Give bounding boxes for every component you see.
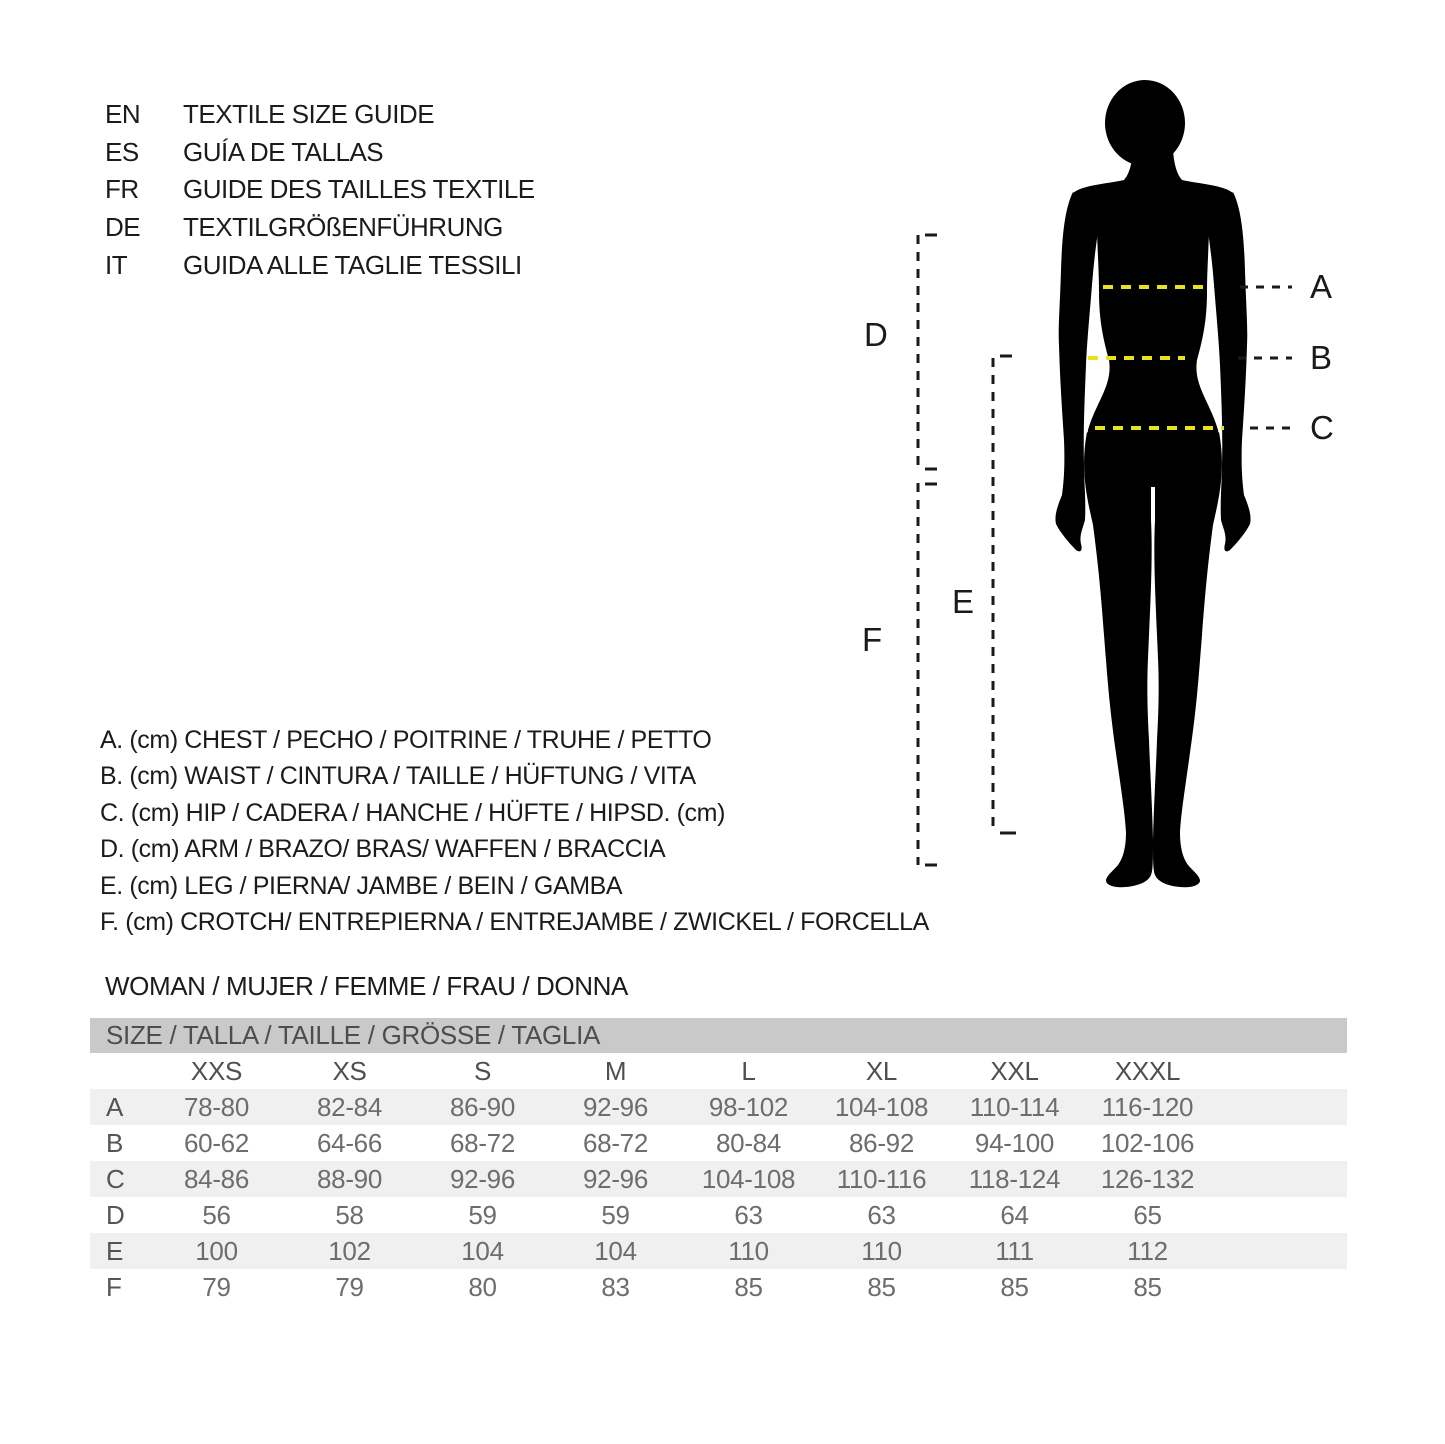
table-cell: 110	[728, 1235, 769, 1266]
table-cell: 104-108	[834, 1091, 929, 1122]
size-col-header: XXS	[190, 1055, 243, 1086]
table-cell: 82-84	[317, 1091, 382, 1122]
table-cell: 56	[202, 1199, 231, 1230]
table-cell: 68-72	[450, 1127, 515, 1158]
table-row-c	[90, 1161, 1347, 1197]
silhouette-torso	[1073, 136, 1233, 487]
measurement-definitions	[100, 722, 929, 941]
table-cell: 102-106	[1100, 1127, 1195, 1158]
lang-code: FR	[105, 174, 139, 205]
figure-label-f: F	[862, 621, 883, 658]
table-cell: 85	[1000, 1271, 1029, 1302]
table-cell: 104	[594, 1235, 637, 1266]
table-cell: 100	[195, 1235, 238, 1266]
size-header-row	[90, 1053, 1347, 1089]
table-cell: 68-72	[583, 1127, 648, 1158]
lang-row-it	[105, 246, 535, 284]
row-label: A	[106, 1091, 124, 1122]
figure-label-b: B	[1310, 339, 1333, 376]
size-col-header: XXXL	[1114, 1055, 1181, 1086]
size-col-header: XL	[865, 1055, 898, 1086]
measurement-def-c: C. (cm) HIP / CADERA / HANCHE / HÜFTE / HIPSD. (cm)	[100, 798, 726, 827]
lang-code: IT	[105, 249, 128, 280]
row-label: E	[106, 1235, 124, 1266]
lang-title: TEXTILGRÖßENFÜHRUNG	[183, 212, 503, 243]
size-col-header: L	[741, 1055, 756, 1086]
table-cell: 110-116	[836, 1163, 927, 1194]
lang-code: ES	[105, 136, 139, 167]
measurement-def-e: E. (cm) LEG / PIERNA/ JAMBE / BEIN / GAMBA	[100, 871, 623, 900]
table-cell: 80	[468, 1271, 497, 1302]
size-col-header: XXL	[990, 1055, 1039, 1086]
table-row-a	[90, 1089, 1347, 1125]
table-cell: 86-90	[450, 1091, 515, 1122]
lang-title: TEXTILE SIZE GUIDE	[183, 99, 435, 130]
measurement-def-d: D. (cm) ARM / BRAZO/ BRAS/ WAFFEN / BRACCIA	[100, 835, 666, 864]
table-cell: 85	[867, 1271, 896, 1302]
table-cell: 88-90	[317, 1163, 382, 1194]
table-cell: 94-100	[974, 1127, 1055, 1158]
lang-code: EN	[105, 99, 141, 130]
table-cell: 92-96	[583, 1163, 648, 1194]
language-title-block	[105, 96, 535, 284]
silhouette-right-leg	[1153, 432, 1222, 887]
table-cell: 116-120	[1101, 1091, 1194, 1122]
table-cell: 59	[601, 1199, 630, 1230]
lang-title: GUIDE DES TAILLES TEXTILE	[183, 174, 535, 205]
table-cell: 79	[335, 1271, 364, 1302]
table-cell: 63	[734, 1199, 763, 1230]
table-cell: 111	[995, 1235, 1034, 1266]
table-cell: 79	[202, 1271, 231, 1302]
table-cell: 59	[468, 1199, 497, 1230]
lang-row-de	[105, 209, 535, 247]
dimension-lines	[918, 235, 1016, 865]
table-cell: 118-124	[968, 1163, 1061, 1194]
figure-label-c: C	[1310, 409, 1334, 446]
table-cell: 85	[1133, 1271, 1162, 1302]
lang-row-fr	[105, 171, 535, 209]
table-cell: 85	[734, 1271, 763, 1302]
table-cell: 86-92	[849, 1127, 914, 1158]
row-label: B	[106, 1127, 124, 1158]
table-row-b	[90, 1125, 1347, 1161]
lang-code: DE	[105, 212, 141, 243]
size-col-header: S	[473, 1055, 492, 1086]
woman-silhouette	[1055, 80, 1250, 887]
table-row-f	[90, 1269, 1347, 1305]
table-cell: 58	[335, 1199, 364, 1230]
size-table-header: SIZE / TALLA / TAILLE / GRÖSSE / TAGLIA	[90, 1018, 1347, 1053]
table-cell: 84-86	[184, 1163, 249, 1194]
table-cell: 110-114	[969, 1091, 1060, 1122]
lang-title: GUÍA DE TALLAS	[183, 136, 384, 167]
size-col-header: M	[604, 1055, 627, 1086]
size-table	[90, 1018, 1347, 1305]
table-cell: 60-62	[184, 1127, 249, 1158]
row-label: C	[106, 1163, 125, 1194]
table-row-e	[90, 1233, 1347, 1269]
table-cell: 78-80	[184, 1091, 249, 1122]
measurement-def-b: B. (cm) WAIST / CINTURA / TAILLE / HÜFTUNG / VITA	[100, 762, 696, 791]
table-cell: 110	[861, 1235, 902, 1266]
lang-title: GUIDA ALLE TAGLIE TESSILI	[183, 249, 522, 280]
size-col-header: XS	[332, 1055, 367, 1086]
table-cell: 92-96	[583, 1091, 648, 1122]
figure-label-a: A	[1310, 268, 1333, 305]
figure-label-d: D	[864, 316, 888, 353]
table-row-d	[90, 1197, 1347, 1233]
table-cell: 112	[1127, 1235, 1168, 1266]
silhouette-left-leg	[1084, 432, 1153, 887]
row-label: D	[106, 1199, 125, 1230]
measurement-def-a: A. (cm) CHEST / PECHO / POITRINE / TRUHE / PETTO	[100, 725, 712, 754]
lang-row-es	[105, 134, 535, 172]
table-cell: 83	[601, 1271, 630, 1302]
table-cell: 126-132	[1100, 1163, 1195, 1194]
table-cell: 63	[867, 1199, 896, 1230]
table-cell: 92-96	[450, 1163, 515, 1194]
table-cell: 102	[328, 1235, 371, 1266]
table-cell: 104-108	[701, 1163, 796, 1194]
row-label: F	[106, 1271, 122, 1302]
table-cell: 65	[1133, 1199, 1162, 1230]
table-cell: 104	[461, 1235, 504, 1266]
table-cell: 64	[1000, 1199, 1029, 1230]
table-cell: 98-102	[708, 1091, 789, 1122]
figure-label-e: E	[952, 583, 975, 620]
gender-heading: WOMAN / MUJER / FEMME / FRAU / DONNA	[105, 970, 628, 1001]
lang-row-en	[105, 96, 535, 134]
measurement-def-f: F. (cm) CROTCH/ ENTREPIERNA / ENTREJAMBE / ZWICKEL / FORCELLA	[100, 908, 929, 937]
table-cell: 80-84	[716, 1127, 781, 1158]
table-cell: 64-66	[317, 1127, 382, 1158]
